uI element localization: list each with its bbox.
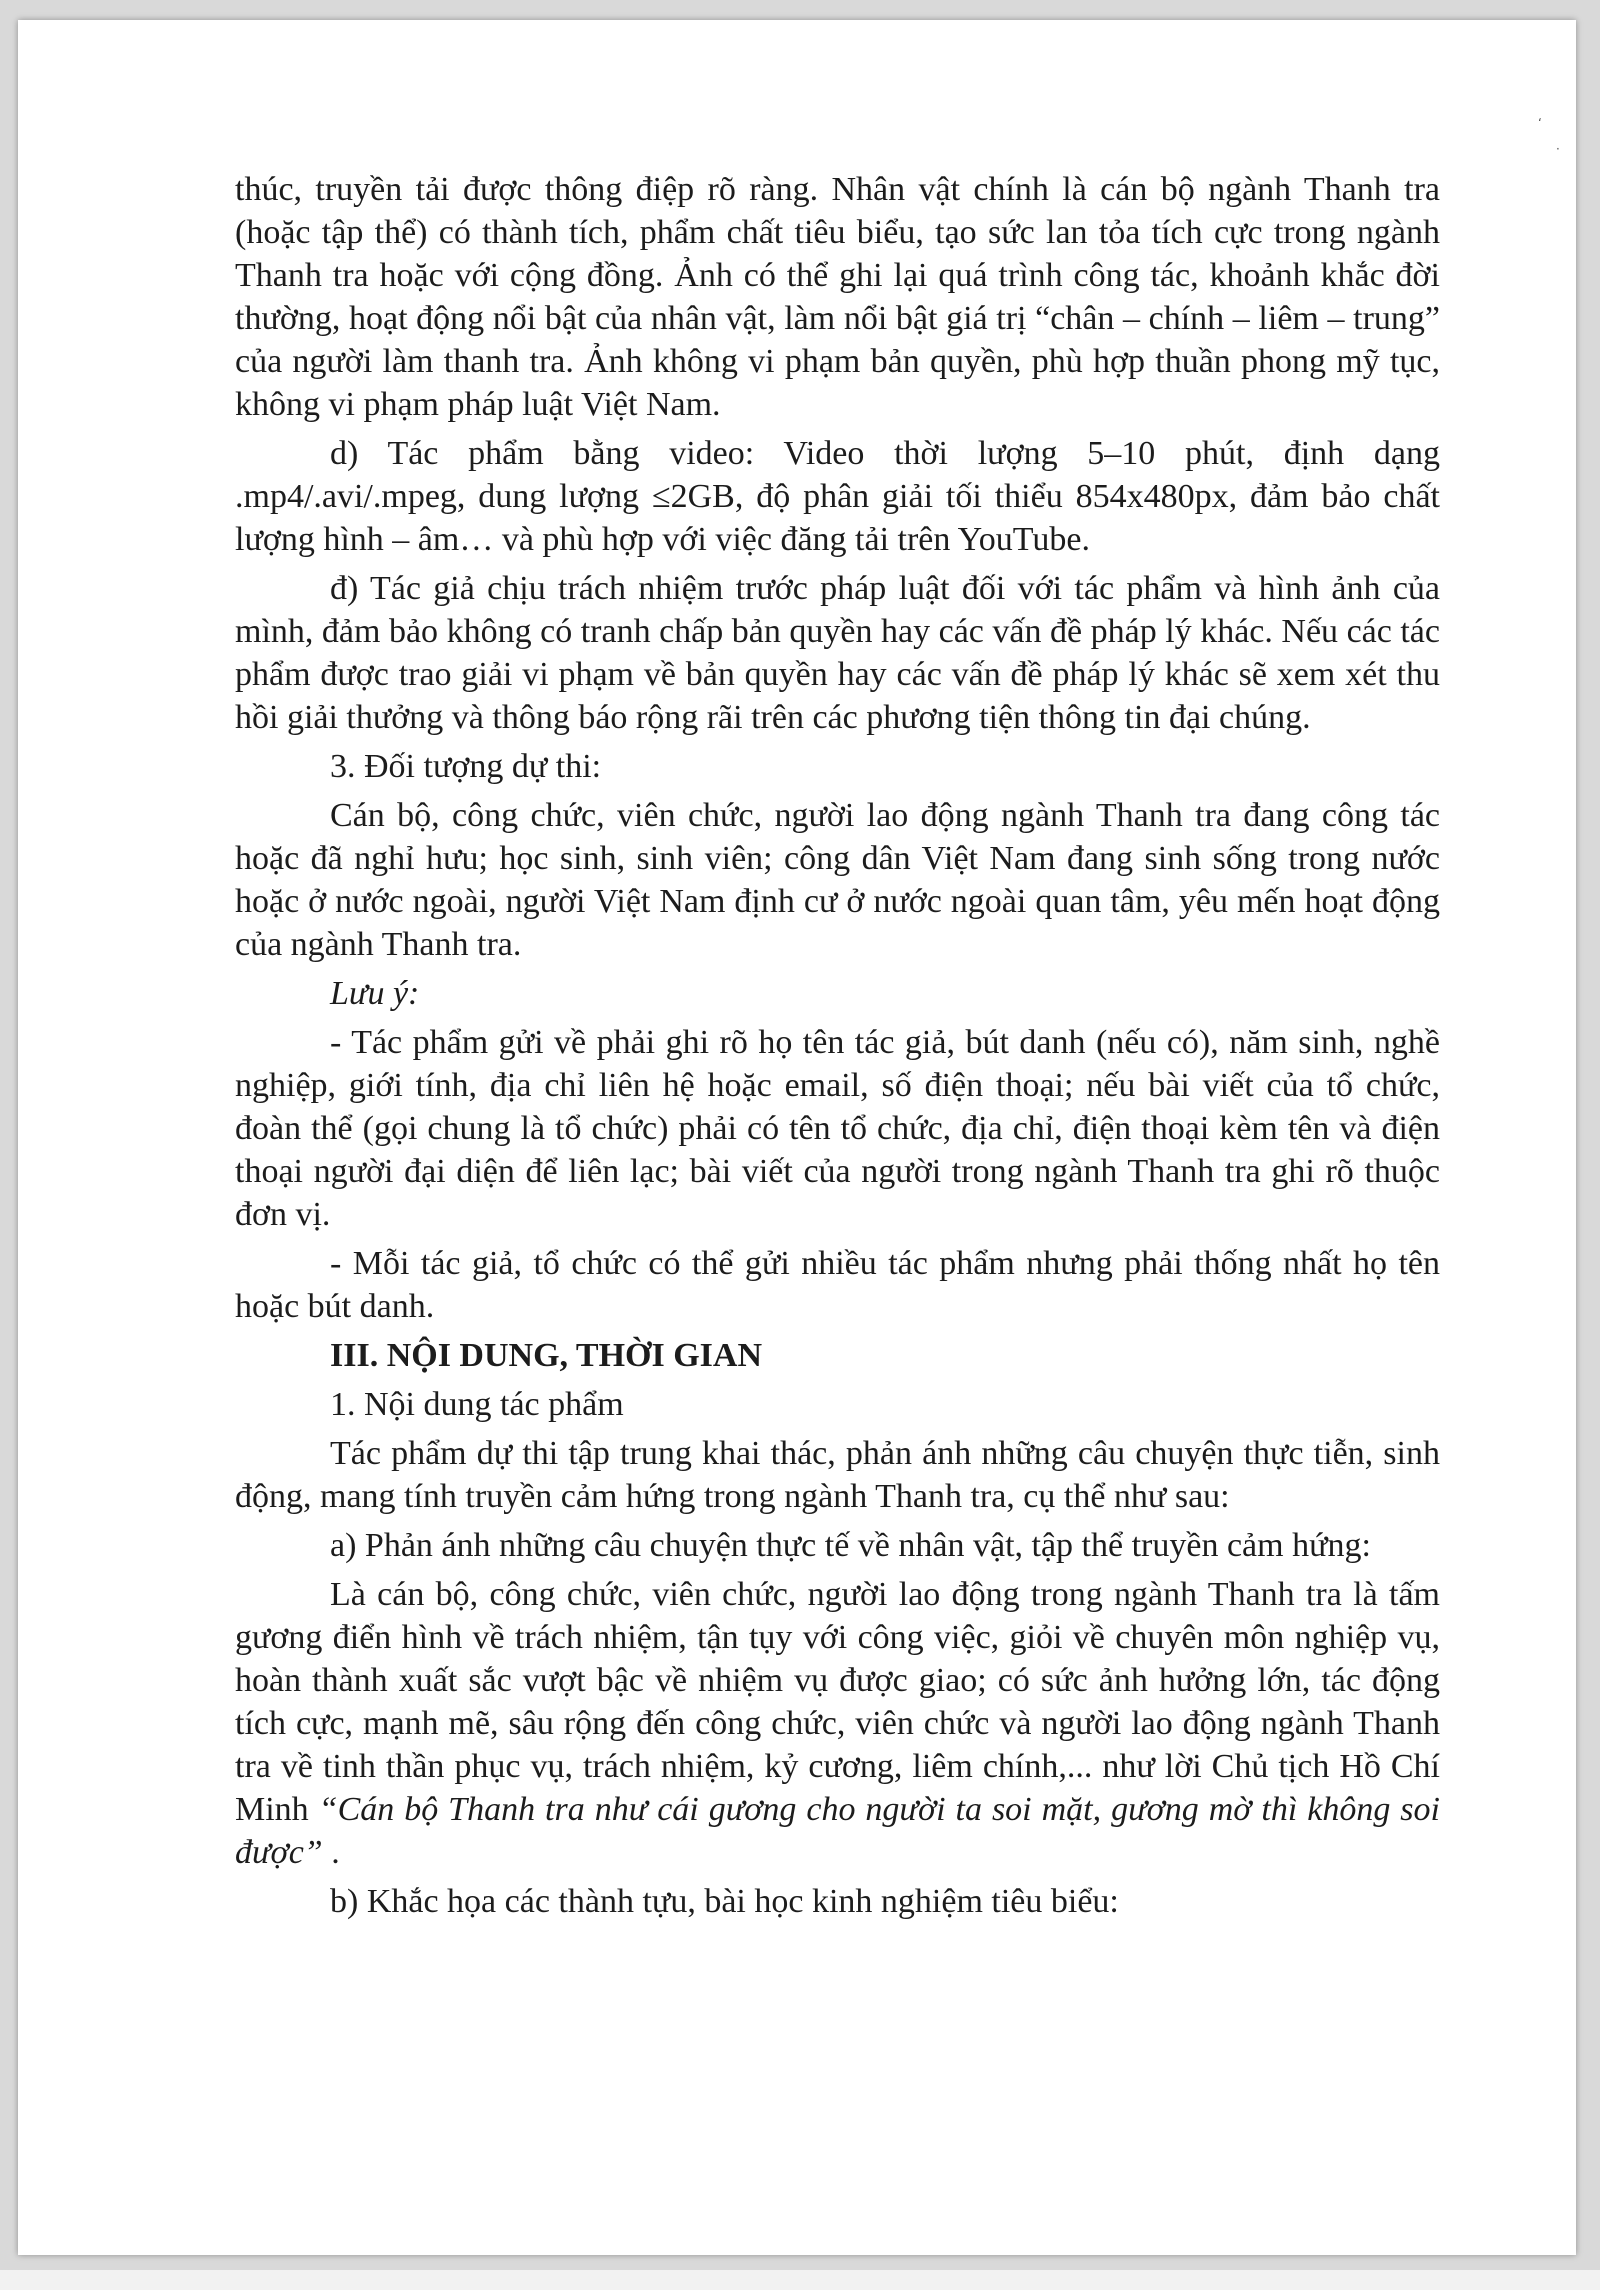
bottom-strip bbox=[0, 2270, 1600, 2290]
paragraph-content-heading: 1. Nội dung tác phẩm bbox=[330, 1386, 624, 1423]
paragraph-author-responsibility: đ) Tác giả chịu trách nhiệm trước pháp luật đối với tác phẩm và hình ảnh của mình, đảm bảo không có tranh chấp bản quyền hay các vấn đề pháp lý khác. Nếu các tác phẩm được trao giải vi phạm về bản quyền hay các vấn đề pháp lý khác sẽ xem xét thu hồi giải thưởng và thông báo rộng rãi trên các phương tiện thông tin đại chúng. bbox=[235, 570, 1440, 736]
paragraph-inspiring-text: Là cán bộ, công chức, viên chức, người lao động trong ngành Thanh tra là tấm gương điển hình về trách nhiệm, tận tụy với công việc, giỏi về chuyên môn nghiệp vụ, hoàn thành xuất sắc vượt bậc về nhiệm vụ được giao; có sức ảnh hưởng lớn, tác động tích cực, mạnh mẽ, sâu rộng đến công chức, viên chức và người lao động ngành Thanh tra về tinh thần phục vụ, trách nhiệm, kỷ cương, liêm chính,... như lời Chủ tịch Hồ Chí Minh bbox=[235, 1576, 1440, 1828]
paragraph-participants-heading: 3. Đối tượng dự thi: bbox=[330, 748, 602, 785]
paragraph-note-label: Lưu ý: bbox=[330, 975, 420, 1012]
paragraph-note-2: - Mỗi tác giả, tổ chức có thể gửi nhiều tác phẩm nhưng phải thống nhất họ tên hoặc bút danh. bbox=[235, 1245, 1440, 1325]
paragraph-content-intro: Tác phẩm dự thi tập trung khai thác, phản ánh những câu chuyện thực tiễn, sinh động, mang tính truyền cảm hứng trong ngành Thanh tra, cụ thể như sau: bbox=[235, 1435, 1440, 1515]
section-heading-iii: III. NỘI DUNG, THỜI GIAN bbox=[330, 1337, 763, 1374]
paragraph-inspiring-figures bbox=[235, 1573, 1440, 1874]
scan-dot: · bbox=[1556, 142, 1560, 156]
paragraph-inspiring-tail: . bbox=[322, 1834, 340, 1871]
paragraph-video-requirements: d) Tác phẩm bằng video: Video thời lượng 5–10 phút, định dạng .mp4/.avi/.mpeg, dung lượng ≤2GB, độ phân giải tối thiểu 854x480px, đảm bảo chất lượng hình – âm… và phù hợp với việc đăng tải trên YouTube. bbox=[235, 435, 1440, 558]
paragraph-photo-requirements: thúc, truyền tải được thông điệp rõ ràng. Nhân vật chính là cán bộ ngành Thanh tra (hoặc tập thể) có thành tích, phẩm chất tiêu biểu, tạo sức lan tỏa tích cực trong ngành Thanh tra hoặc với cộng đồng. Ảnh có thể ghi lại quá trình công tác, khoảnh khắc đời thường, hoạt động nổi bật của nhân vật, làm nổi bật giá trị “chân – chính – liêm – trung” của người làm thanh tra. Ảnh không vi phạm bản quyền, phù hợp thuần phong mỹ tục, không vi phạm pháp luật Việt Nam. bbox=[235, 171, 1440, 423]
ho-chi-minh-quote: “Cán bộ Thanh tra như cái gương cho người ta soi mặt, gương mờ thì không soi được” bbox=[235, 1791, 1440, 1871]
document-body bbox=[235, 168, 1440, 1929]
paragraph-item-b: b) Khắc họa các thành tựu, bài học kinh nghiệm tiêu biểu: bbox=[330, 1883, 1119, 1920]
paragraph-item-a: a) Phản ánh những câu chuyện thực tế về nhân vật, tập thể truyền cảm hứng: bbox=[330, 1527, 1371, 1564]
paragraph-note-1: - Tác phẩm gửi về phải ghi rõ họ tên tác giả, bút danh (nếu có), năm sinh, nghề nghiệp, giới tính, địa chỉ liên hệ hoặc email, số điện thoại; nếu bài viết của tổ chức, đoàn thể (gọi chung là tổ chức) phải có tên tổ chức, địa chỉ, điện thoại kèm tên và điện thoại người đại diện để liên lạc; bài viết của người trong ngành Thanh tra ghi rõ thuộc đơn vị. bbox=[235, 1024, 1440, 1233]
paragraph-participants: Cán bộ, công chức, viên chức, người lao động ngành Thanh tra đang công tác hoặc đã nghỉ hưu; học sinh, sinh viên; công dân Việt Nam đang sinh sống trong nước hoặc ở nước ngoài, người Việt Nam định cư ở nước ngoài quan tâm, yêu mến hoạt động của ngành Thanh tra. bbox=[235, 797, 1440, 963]
scan-mark: ‘ bbox=[1538, 116, 1542, 130]
